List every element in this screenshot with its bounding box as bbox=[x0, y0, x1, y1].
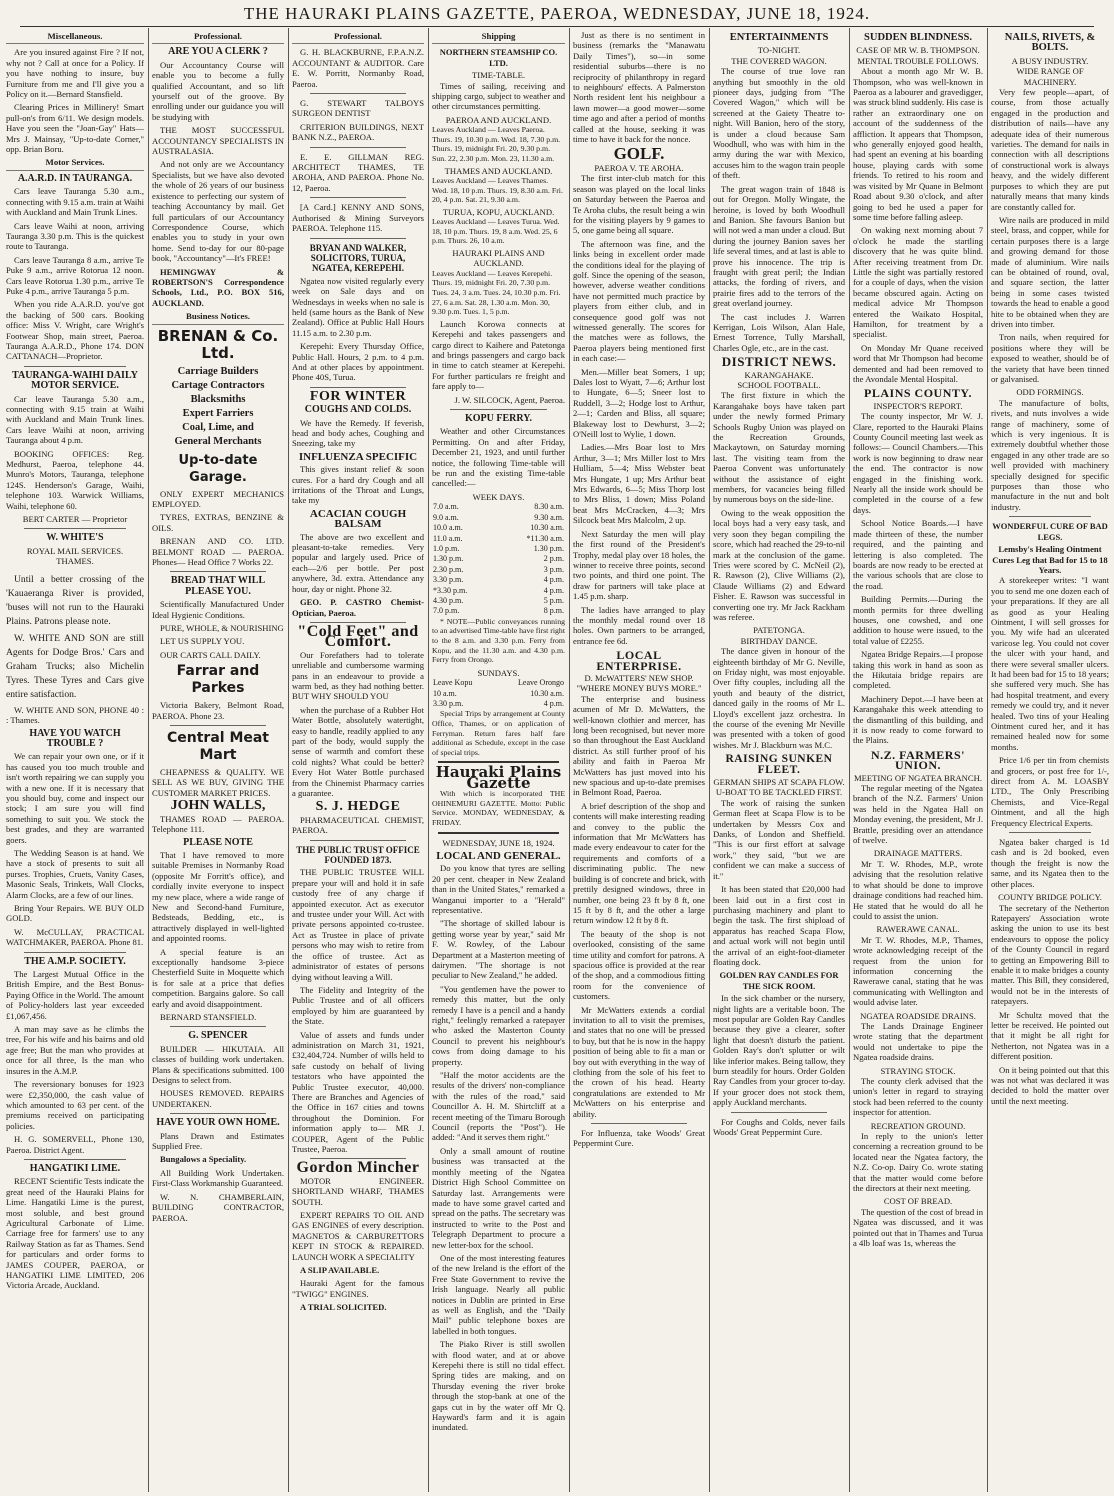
farmers-union-text: The question of the cost of bread in Ngatea was discussed, and it was pointed out that in Thames and Turua a 4lb loaf was 1s, whereas the bbox=[853, 1206, 983, 1249]
bad-legs-text: A storekeeper writes: "I want you to send me one dozen each of your preparations. If they are all as good as your Healing Ointment, I will sell grosses for you. My wife had an ulcerated varicose leg. You could not cover the ulcer with your hand, and there were several smaller ulcers. It had been bad for 15 to 18 years; she suffered very much. She has had hospital treatment, and every remedy we could try, and it never healed. Two tins of your Healing Ointment cured her, and it has remained healed now for some months. bbox=[991, 575, 1109, 752]
bread-text: Scientifically Manufactured Under Ideal Hygienic Conditions. bbox=[152, 599, 284, 620]
wagon-text: The great wagon train of 1848 is out for Oregon. Molly Wingate, the heroine, is loved by both Woodhull and Banion. She favours Banion but will not wed a man under a cloud. But during the journey Banion saves her life several times, and at last is able to prove his innocence. The trip is fraught with great peril; the Indian attacks, the fording of rivers, and prairie fires add to the terrors of the great overland journey. bbox=[713, 183, 845, 309]
golden-ray-heading: GOLDEN RAY CANDLES FOR THE SICK ROOM. bbox=[719, 970, 839, 991]
lime-heading: HANGATIKI LIME. bbox=[29, 1162, 121, 1174]
peppermint-ad: For Influenza, take Woods' Great Peppermint Cure. bbox=[573, 1128, 705, 1149]
column-7 bbox=[853, 30, 983, 1492]
winter-heading: FOR WINTER bbox=[309, 388, 407, 404]
bread-text: LET US SUPPLY YOU. bbox=[160, 636, 245, 647]
farrar-text: Victoria Bakery, Belmont Road, PAEROA. Phone 23. bbox=[152, 700, 284, 721]
table-row: Leave Kopu Leave Orongo bbox=[433, 678, 564, 688]
tauranga-waihi-text: Car leave Tauranga 5.30 a.m., connecting with 9.15 train at Waihi with Auckland and Main Trunk lines. Cars leave Waihi at noon, arriving Tauranga about 4 p.m. bbox=[6, 393, 144, 446]
millinery-ad: Clearing Prices in Millinery! Smart pull-on's from 6/11. We design models. Have you seen the "Joan-Gay" Hats—Mrs J. Mainsay, "Up-to-date Corner," opp. Brian Boru. bbox=[6, 102, 144, 155]
column-rule bbox=[428, 28, 429, 1492]
nails-subheading: WIDE RANGE OF MACHINERY. bbox=[1016, 66, 1084, 87]
clerk-text: Our Accountancy Course will enable you to become a fully qualified Accountant, and so lift yourself out of the groove. By enrolling under our guidance you will be studying with bbox=[152, 59, 284, 122]
enterprise-text: Mr McWatters extends a cordial invitation to all to visit the premises, and states that no one will be pressed to buy, but that he is now in the happy position of being able to fit a man or boy out with everything in the way of clothing from the sole of his feet to the crown of his head. Hearty congratulations are extended to Mr McWatters on his enterprise and ability. bbox=[573, 1004, 705, 1119]
column-2 bbox=[152, 30, 284, 1492]
route-heading: THAMES AND AUCKLAND. bbox=[444, 165, 553, 176]
white-text: W. WHITE AND SON are still Agents for Dodge Bros.' Cars and Graham Trucks; also Michelin Tyres. These Tyres and Cars give entire satisfaction. bbox=[6, 632, 144, 700]
table-row: 11.0 a.m. *11.30 a.m. bbox=[433, 533, 564, 543]
local-general-text: "Half the motor accidents are the results of the drivers' non-compliance with the rules of the road," said Councillor A. H. M. Shirtcliff at a recent meeting of the Timaru Borough Council (reports the "Post"). He added: "And it serves them right." bbox=[432, 1070, 565, 1143]
table-row: 10.0 a.m. 10.30 a.m. bbox=[433, 523, 564, 533]
district-news-heading: DISTRICT NEWS. bbox=[721, 354, 837, 370]
spencer-text: BUILDER — HIKUTAIA. All classes of building work undertaken. Plans & specifications submitted. 100 Designs to select from. bbox=[152, 1043, 284, 1086]
bridge-policy-text: On it being pointed out that this was not what was declared it was decided to hold the matter over until the next meeting. bbox=[991, 1064, 1109, 1106]
lime-text: RECENT Scientific Tests indicate the great need of the Hauraki Plains for Lime. Hangatiki Lime is the purest, most soluble, and best ground Agricultural Carbonate of Lime. Carriage free for farmers' use to any Railway Station as far as Thames. Send for particulars and order forms to JAMES COUPER, PAEROA, or HANGATIKI LIME LIMITED, 206 Victoria Arcade, Auckland. bbox=[6, 1176, 144, 1291]
enterprise-heading: LOCAL ENTERPRISE. bbox=[596, 648, 682, 673]
spencer-heading: G. SPENCER bbox=[188, 1030, 248, 1042]
acacian-cough-balsam: ACACIAN COUGH BALSAM bbox=[309, 507, 407, 531]
farmers-union-text: The regular meeting of the Ngatea branch of the N.Z. Farmers' Union was held in the Ngatea Hall on Monday evening, the president, Mr J. Brattle, presiding over an attendance of twelve. bbox=[853, 783, 983, 846]
route-text: Launch Korowa connects at Kerepehi and takes passengers and cargo direct to Kaihere and Patetonga and brings passengers and cargo back in time to catch steamer at Kerepehi. For further particulars re freight and fare apply to— bbox=[432, 318, 565, 392]
golf-text: Next Saturday the men will play the first round of the President's Trophy, medal play over 18 holes, the winner to receive three points, second two points, and third one point. The draw for partners will take place at 1.45 p.m. sharp. bbox=[573, 528, 705, 602]
farmers-union-topic: DRAINAGE MATTERS. bbox=[873, 848, 963, 859]
nails-text: Wire nails are produced in mild steel, brass, and copper, while for certain purposes there is a large and growing demand for those made of aluminium. Wire nails can be obtained of round, oval, and square section, the latter being in some cases twisted towards the head to enable a good hite to be obtained when they are driven into timber. bbox=[991, 214, 1109, 329]
enterprise-text: A brief description of the shop and contents will make interesting reading and convey to the public the information that Mr McWatters has made every endeavour to cater for the requirements and comforts of a discriminating public. The new building is of concrete and brick, with prettily designed windows, three in number, one being 23 ft by 8 ft, one 15 ft by 8 ft, and the other a large return window 12 ft by 8 ft. bbox=[573, 800, 705, 926]
watch-text: The Wedding Season is at hand. We have a stock of presents to suit all purses. Trophies, Cruets, Vanity Cases, Masonic Seals, Trinkets, Wall Clocks, Alarm Clocks, are a few of our lines. bbox=[6, 847, 144, 900]
brenan-heading: BRENAN & Co. Ltd. bbox=[157, 326, 279, 362]
brenan-service: Carriage Builders bbox=[177, 365, 259, 377]
route-times: Leaves Auckland — Leaves Kerepehi. Thurs. 19, midnight Fri. 20, 7.30 p.m. Tues. 24, 3 a.m. Tues. 24, 10.30 p.m. Fri. 27, 6 a.m. Sat. 28, 1.30 a.m. Mon. 30, 9.30 p.m. Tues. 1, 5 p.m. bbox=[432, 268, 561, 317]
golf-subheading: PAEROA V. TE AROHA. bbox=[594, 162, 684, 173]
garage-text: TYRES, EXTRAS, BENZINE & OILS. bbox=[152, 512, 284, 533]
brenan-service: General Merchants bbox=[174, 435, 262, 447]
ferry-note: * NOTE—Public conveyances running to an advertised Time-table have first right to the 8 a.m. and 3.30 p.m. Ferry from Kopu, and the 11.30 a.m. and 4.30 p.m. Ferry from Orongo. bbox=[432, 616, 565, 665]
kopu-ferry-text: Weather and other Circumstances Permitting. On and after Friday, December 21, 1923, and until further notice, the following Time-table will be run and the existing Time-table cancelled:— bbox=[432, 426, 565, 489]
farrar-heading: Farrar and Parkes bbox=[176, 663, 260, 697]
hedge-heading: S. J. HEDGE bbox=[315, 799, 401, 815]
table-row: *3.30 p.m. 4 p.m. bbox=[433, 585, 564, 595]
column-5 bbox=[573, 30, 705, 1492]
column-4 bbox=[432, 30, 565, 1492]
home-text: All Building Work Undertaken. First-Class Workmanship Guaranteed. bbox=[152, 1167, 284, 1189]
watch-text: We can repair your own one, or if it has caused you too much trouble and isn't worth repairing we can supply you with a new one. If it is necessary that you should buy, come and inspect our stock; I am sure you will find something to suit you. We stock the best grades, and they are warranted goers. bbox=[6, 751, 144, 845]
home-text: W. N. CHAMBERLAIN, BUILDING CONTRACTOR, PAEROA. bbox=[152, 1191, 284, 1223]
column-6 bbox=[713, 30, 845, 1492]
sunken-fleet-subheading: GERMAN SHIPS AT SCAPA FLOW. bbox=[713, 777, 845, 788]
aard-heading: A.A.R.D. IN TAURANGA. bbox=[17, 172, 133, 184]
influenza-specific: INFLUENZA SPECIFIC bbox=[298, 450, 418, 463]
cold-feet-text: Our Forefathers had to tolerate unreliable and cumbersome warming pans in an endeavour to provide a warm bed, as they had nothing better. BUT WHY SHOULD YOU bbox=[292, 649, 424, 702]
amp-text: H. G. SOMERVELL, Phone 130, Paeroa. District Agent. bbox=[6, 1134, 144, 1155]
patetonga-subheading: BIRTHDAY DANCE. bbox=[740, 635, 818, 646]
meat-mart-text: CHEAPNESS & QUALITY. WE SELL AS WE BUY, GIVING THE CUSTOMER MARKET PRICES. bbox=[152, 767, 284, 798]
aard-text: Cars leave Waihi at noon, arriving Tauranga 3.30 p.m. This is the quickest route to Tauranga. bbox=[6, 220, 144, 252]
week-days-table bbox=[432, 502, 565, 616]
home-heading: HAVE YOUR OWN HOME. bbox=[156, 1117, 280, 1129]
bread-text: PURE, WHOLE, & NOURISHING bbox=[160, 623, 284, 634]
proprietor: BERT CARTER — Proprietor bbox=[22, 514, 128, 525]
mincher-text: EXPERT REPAIRS TO OIL AND GAS ENGINES of every description. MAGNETOS & CARBURETTORS KEPT IN STOCK & REPAIRED. LAUNCH WORK A SPECIALITY bbox=[292, 1210, 424, 1262]
route-times: Leaves Auckland — Leaves Turua. Wed. 18, 10 p.m. Thurs. 19, 8 a.m. Wed. 25, 6 p.m. Thurs. 26, 10 a.m. bbox=[432, 217, 560, 246]
plains-county-text: Building Permits.—During the month permits for three dwelling houses, one cowshed, and one addition to house were issued, to the total value of £2255. bbox=[853, 594, 983, 646]
amp-text: The Largest Mutual Office in the British Empire, and the Best Bonus-Paying Office in the World. The amount of Policy-holders last year exceeded £1,067,456. bbox=[6, 969, 144, 1021]
meat-mart-heading: Central Meat Mart bbox=[166, 730, 270, 764]
farmers-union-text: Mr T. W. Rhodes, M.P., Thames, wrote acknowledging receipt of the request from the union for information concerning the Rawerawe canal, stating that he was communicating with Wellington and would advise later. bbox=[853, 934, 983, 1008]
note-text: A special feature is an exceptionally handsome 3-piece Chesterfield Suite in Moquette which is for sale at a price that defies competition. Bargains galore. So call early and avoid disappointment. bbox=[152, 946, 284, 1009]
blindness-subheading: CASE OF MR W. B. THOMPSON. bbox=[856, 45, 980, 56]
clerk-contact: HEMINGWAY & ROBERTSON'S Correspondence Schools, Ltd., P.O. BOX 516, AUCKLAND. bbox=[152, 266, 284, 308]
aard-text: Cars leave Tauranga 8 a.m., arrive Te Puke 9 a.m., arrive Rotorua 12 noon. Cars leave Rotorua 1.30 p.m., arrive Te Puke 4 p.m., arrive Tauranga 5 p.m. bbox=[6, 254, 144, 296]
clerk-heading: ARE YOU A CLERK ? bbox=[168, 46, 268, 58]
farmers-union-text: The Lands Drainage Engineer wrote stating that the department would not undertake to pipe the Ngatea roadside drains. bbox=[853, 1020, 983, 1063]
karangahake-text: Owing to the weak opposition the local boys had a very easy task, and very soon they began compiling the score, which had reached the 29-to-nil mark at the conclusion of the game. Tries were scored by C. McNeil (2), R. Rawson (2), Clive Williams (2), Claude Williams (2) and Edward Fisher. E. Rawson was successful in converting one try. Mr Jack Rackham was referee. bbox=[713, 507, 845, 622]
table-row: 2.30 p.m. 3 p.m. bbox=[433, 564, 564, 574]
brenan-service: Expert Farriers bbox=[182, 407, 254, 419]
watch-heading: HAVE YOU WATCH TROUBLE ? bbox=[29, 727, 121, 749]
farmers-union-text: Mr T. W. Rhodes, M.P., wrote advising that the resolution relative to what should be done to improve drainage conditions had reached him. He stated that he would do all he could to assist the union. bbox=[853, 858, 983, 921]
column-rule bbox=[709, 28, 710, 1492]
masthead: THE HAURAKI PLAINS GAZETTE, PAEROA, WEDNESDAY, JUNE 18, 1924. bbox=[20, 4, 1094, 27]
aard-text: Cars leave Tauranga 5.30 a.m., connecting with 9.15 a.m. train at Waihi with Auckland and Main Trunk Lines. bbox=[6, 186, 144, 218]
plains-county-text: School Notice Boards.—I have made thirteen of these, the number required, and the painting and lettering is also completed. The boards are now ready to be erected at the various schools that are close to the road. bbox=[853, 518, 983, 591]
white-subheading: THAMES. bbox=[56, 556, 94, 567]
winter-text: The above are two excellent and pleasant-to-take remedies. Very popular and largely used. Price of each—2/6 per bottle. Per post anywhere, 3d. extra. Attendance any hour, day or night. Phone 32. bbox=[292, 531, 424, 594]
kenny-card: [A Card.] KENNY AND SONS, Authorised & Mining Surveyors PAEROA. Telephone 115. bbox=[292, 202, 424, 234]
column-rule bbox=[148, 28, 149, 1492]
column-8 bbox=[991, 30, 1109, 1492]
golf-text: Men.—Miller beat Somers, 1 up; Dales lost to Wyatt, 7—6; Arthur lost to Hungate, 6—5; Sneer lost to Ruddell, 3—2; Hodge lost to Arthur, 2—1; Carden and Bliss, all square; Blakeway lost to Dewhurst, 3—2; O'Neill lost to Wylie, 1 down. bbox=[573, 366, 705, 440]
watch-text: Bring Your Repairs. WE BUY OLD GOLD. bbox=[6, 903, 144, 924]
peppermint-ad: For Coughs and Colds, never fails Woods' Great Peppermint Cure. bbox=[713, 1116, 845, 1138]
route-heading: PAEROA AND AUCKLAND. bbox=[445, 114, 552, 125]
table-row: 3.30 p.m. 4 p.m. bbox=[433, 575, 564, 585]
farmers-union-heading: N.Z. FARMERS' UNION. bbox=[871, 747, 965, 773]
golden-ray-text: In the sick chamber or the nursery, night lights are a veritable boon. The most popular are Golden Ray Candles because they give a clearer, softer light that doesn't disturb the patient. Golden Ray's don't splutter or wilt like inferior makes. Being tallow, they burn steadily for hours. Order Golden Ray Candles from your grocer to-day. If your grocer does not stock them, apply Auckland merchants. bbox=[713, 993, 845, 1108]
entertainments-heading: ENTERTAINMENTS bbox=[729, 32, 829, 43]
bryan-heading: BRYAN AND WALKER, SOLICITORS, TURUA, NGATEA, KEREPEHI. bbox=[309, 242, 407, 274]
bread-text: OUR CARTS CALL DAILY. bbox=[160, 649, 261, 660]
enterprise-text: The enterprise and business acumen of Mr D. McWatters, the well-known clothier and mercer, has long been recognised, but never more so than throughout the East Auckland district. As still further proof of his ability and faith in Paeroa Mr McWatters has just moved into his new spacious and up-to-date premises in Belmont Road, Paeroa. bbox=[573, 693, 705, 798]
brenan-services bbox=[152, 365, 284, 449]
gazette-motto: With which is incorporated THE OHINEMURI GAZETTE. Motto: Public Service. MONDAY, WEDNESDAY, & FRIDAY. bbox=[432, 789, 565, 827]
farmers-union-topic: STRAYING STOCK. bbox=[880, 1065, 956, 1076]
sunken-fleet-subheading: U-BOAT TO BE TACKLED FIRST. bbox=[715, 787, 843, 798]
mincher-text: A TRIAL SOLICITED. bbox=[300, 1302, 387, 1313]
route-heading: TURUA, KOPU, AUCKLAND. bbox=[442, 206, 555, 217]
wagon-text: The cast includes J. Warren Kerrigan, Lois Wilson, Alan Hale, Ernest Torrence, Tully Marshall, Charles Ogle, etc., are in the cast. bbox=[713, 311, 845, 353]
section-heading: Professional. bbox=[152, 31, 284, 44]
golf-text: The ladies have arranged to play the monthly medal round over 18 holes. Own partners to be arranged, entrance fee 6d. bbox=[573, 604, 705, 646]
section-heading: Professional. bbox=[292, 31, 424, 44]
column-rule bbox=[288, 28, 289, 1492]
plains-county-text: Machinery Depot.—I have been at Karangahake this week attending to the dismantling of this building, and it is now ready to come forward to the Plains. bbox=[853, 693, 983, 746]
karangahake-text: The first fixture in which the Karangahake boys have taken part under the newly formed Primary Schools Rugby Union was played on the Recreation Grounds, Mackaytown, on Saturday morning last. The visiting team from the Paeroa Convent was unfortunately without the assistance of eight members, for vacancies being filled by numerous boys on the side-line. bbox=[713, 390, 845, 505]
brenan-service: Cartage Contractors bbox=[171, 379, 265, 391]
route-heading: HAURAKI PLAINS AND AUCKLAND. bbox=[452, 248, 545, 269]
patetonga-text: The dance given in honour of the eighteenth birthday of Mr G. Neville, on Friday night, was most enjoyable. Over fifty couples, including all the youth and beauty of the district, danced gaily in the rooms of Mr L. Lloyd's excellent jazz orchestra. In the course of the evening Mr Neville was presented with a token of good wishes. Mr J. Blackburn was M.C. bbox=[713, 646, 845, 750]
farmers-union-topic: RAWERAWE CANAL. bbox=[876, 924, 960, 935]
tauranga-waihi-text: BOOKING OFFICES: Reg. Medhurst, Paeroa, telephone 44. Munro's Motors, Tauranga, telephone 124S. Henderson's Garage, Waihi, telephone 103. Warwick Williams, Waihi, telephone 60. bbox=[6, 448, 144, 511]
bread-price-text: Ngatea baker charged is 1d cash and is 2d booked, even though the freight is now the same, and its Ngatea then to the other places. bbox=[991, 837, 1109, 889]
blindness-text: On Monday Mr Quane received word that Mr Thompson had become demented and had been removed to the Avondale Mental Hospital. bbox=[853, 342, 983, 384]
nails-text: The manufacture of bolts, rivets, and nuts involves a wide range of machinery, some of which is very ingenious. It is extremely doubtful whether those engaged in any other trade are so well provided with machinery specially designed for specific purposes than those who manufacture in the nut and bolt industry. bbox=[991, 397, 1109, 512]
public-trust-text: The Fidelity and Integrity of the Public Trustee and of all officers employed by him are guaranteed by the State. bbox=[292, 984, 424, 1027]
plains-county-heading: PLAINS COUNTY. bbox=[864, 386, 972, 401]
nails-topic: ODD FORMINGS. bbox=[1016, 387, 1084, 398]
mincher-text: A SLIP AVAILABLE. bbox=[300, 1265, 380, 1276]
timetable-text: Times of sailing, receiving and shipping cargo, subject to weather and other circumstances permitting. bbox=[432, 80, 565, 112]
bridge-policy-text: The secretary of the Netherton Ratepayers' Association wrote asking the union to use its best endeavours to oppose the policy of the County Council in regard to getting an Empowering Bill to enable it to make bridges a county matter. This Bill, they considered, would not be in the interests of ratepayers. bbox=[991, 902, 1109, 1007]
winter-text: We have the Remedy. If feverish, head and body aches, Coughing and Sneezing, take my bbox=[292, 417, 424, 449]
nss-heading: NORTHERN STEAMSHIP CO. LTD. bbox=[439, 47, 558, 68]
timetable-heading: TIME-TABLE. bbox=[471, 70, 525, 81]
table-row: 7.0 a.m. 8.30 a.m. bbox=[433, 502, 564, 512]
tauranga-waihi-heading: TAURANGA-WAIHI DAILY MOTOR SERVICE. bbox=[12, 369, 138, 392]
karangahake-heading: KARANGAHAKE. bbox=[744, 369, 814, 380]
sunken-fleet-text: The work of raising the sunken German fleet at Scapa Flow is to be undertaken by Messrs Cox and Danks, of London and Sheffield. "This is our first effort at salvage work," they said, "but we are confident we can make a success of it." bbox=[713, 797, 845, 881]
clerk-text: THE MOST SUCCESSFUL ACCOUNTANCY SPECIALISTS IN AUSTRALASIA. bbox=[152, 125, 284, 157]
brenan-service: Blacksmiths bbox=[190, 393, 246, 405]
meat-mart-owner: JOHN WALLS, bbox=[170, 798, 266, 814]
mincher-heading: Gordon Mincher bbox=[296, 1159, 420, 1177]
bad-legs-heading: WONDERFUL CURE OF BAD LEGS. bbox=[992, 521, 1108, 542]
kopu-ferry-heading: KOPU FERRY. bbox=[464, 413, 533, 425]
cold-feet-heading: "Cold Feet" and Comfort. bbox=[297, 622, 419, 651]
white-contact: W. WHITE AND SON, PHONE 40 : : Thames. bbox=[6, 704, 144, 726]
blackburne-card: G. H. BLACKBURNE, F.P.A.N.Z. ACCOUNTANT & AUDITOR. Care E. W. Porritt, Normanby Road, Paeroa. bbox=[292, 47, 424, 89]
fire-insurance-ad: Are you insured against Fire ? If not, why not ? Call at once for a Policy. If you have nothing to insure, buy Furniture from me and I'll give you a Policy on it.—Bernard Stansfield. bbox=[6, 47, 144, 100]
winter-subheading: COUGHS AND COLDS. bbox=[304, 404, 412, 416]
plains-county-subheading: INSPECTOR'S REPORT. bbox=[873, 400, 963, 411]
enterprise-subheading: D. McWATTERS' NEW SHOP. bbox=[584, 672, 694, 683]
bridge-policy-text: Mr Schultz moved that the letter be received. He pointed out that it might be all right for Netherton, not Ngatea was in a different position. bbox=[991, 1009, 1109, 1062]
table-row: 1.30 p.m. 2 p.m. bbox=[433, 554, 564, 564]
garage-heading: Up-to-date Garage. bbox=[178, 452, 258, 485]
nails-text: Tron nails, when required for positions where they will be exposed to weather, should be of the variety that have been tinned or galvanised. bbox=[991, 332, 1109, 384]
spencer-text: HOUSES REMOVED. REPAIRS UNDERTAKEN. bbox=[152, 1088, 284, 1109]
local-general-text: "The shortage of skilled labour is getting worse year by year," said Mr F. W. Rowley, of the Labour Department at a Masterton meeting of dairymen. "The shortage is not peculiar to New Zealand," he added. bbox=[432, 918, 565, 981]
golf-text: Ladies.—Mrs Boar lost to Mrs Arthur, 3—1; Mrs Miller lost to Mrs Hulliam, 5—4; Miss Webster beat Mrs Hungate, 1 up; Mrs Arthur beat Mrs Edwards, 6—5; Miss Thorp lost to Mrs Bliss, 1 down; Miss Poland beat Mrs McCracken, 4—3; Mrs Silcock beat Mrs Malcolm, 2 up. bbox=[573, 442, 705, 526]
table-row: 9.0 a.m. 9.30 a.m. bbox=[433, 512, 564, 522]
farmers-union-topic: RECREATION GROUND. bbox=[870, 1120, 966, 1131]
farmers-union-topic: NGATEA ROADSIDE DRAINS. bbox=[860, 1010, 976, 1021]
white-subheading: ROYAL MAIL SERVICES. bbox=[26, 545, 124, 556]
agent: J. W. SILCOCK, Agent, Paeroa. bbox=[454, 394, 565, 405]
sunken-fleet-heading: RAISING SUNKEN FLEET. bbox=[725, 753, 833, 776]
table-row: 10 a.m. 10.30 a.m. bbox=[433, 688, 564, 698]
mincher-text: MOTOR ENGINEER. SHORTLAND WHARF, THAMES SOUTH. bbox=[292, 1175, 424, 1207]
blindness-heading: SUDDEN BLINDNESS. bbox=[864, 32, 972, 43]
blindness-text: About a month ago Mr W. B. Thompson, who was well-known in Paeroa as a labourer and gravedigger, was struck blind suddenly. His case is rather an extraordinary one on account of the suddenness of the affliction. It appears that Thompson, who generally enjoyed good health, had spent an evening at his boarding house, playing cards with some friends. To retired to his room and was visited by Mr Quane in Belmont Road about 9.30 o'clock, and after going to bed he used a paper for some time before falling asleep. bbox=[853, 66, 983, 222]
local-general-text: The Piako River is still swollen with flood water, and at or above Kerepehi there is still no tidal effect. Spring tides are making, and on Thursday evening the river broke through the stop-bank at one of the gaps cut in by the water off Mr Q. Hayward's farm and it is again inundated. bbox=[432, 1339, 565, 1433]
bridge-policy-heading: COUNTY BRIDGE POLICY. bbox=[998, 892, 1102, 903]
local-general-heading: LOCAL AND GENERAL. bbox=[436, 849, 561, 862]
note-heading: PLEASE NOTE bbox=[183, 836, 253, 848]
local-general-text: Do you know that tyres are selling 20 per cent. cheaper in New Zealand than in the United States," remarked a Wanganui importer to a "Herald" representative. bbox=[432, 863, 565, 915]
ferry-special: Special Trips by arrangement at County Office, Thames, or on application of Ferryman. Return fares half fare additional as Schedule, except in the case of special trips. bbox=[432, 709, 565, 757]
route-times: Leaves Auckland — Leaves Paeroa. Thurs. 19, 10.30 p.m. Wed. 18, 7.30 p.m. Thurs. 19, midnight Fri. 20, 9.30 p.m. Sun. 22, 2.30 p.m. Mon. 23, 11.30 a.m. bbox=[432, 125, 561, 164]
local-general-text: "You gentlemen have the power to remedy this matter, but the only remedy I have is a pencil and a handy right," feelingly remarked a ratepayer who asked the Masterton County Council to prevent his neighbour's cows from doing damage to his property. bbox=[432, 983, 565, 1067]
gillman-card: E. E. GILLMAN REG. ARCHITECT THAMES, TE AROHA, AND PAEROA. Phone No. 12, Paeroa. bbox=[292, 151, 424, 193]
white-text: Until a better crossing of the 'Kauaeranga River is provided, 'buses will not run to the Hauraki Plains. Patrons please note. bbox=[6, 573, 144, 627]
golf-text: The first inter-club match for this season was played on the local links on Saturday between the Paeroa and Te Aroha clubs, the result being a win for the visiting players by 9 games to 5, one game being all square. bbox=[573, 173, 705, 236]
local-general-text: Just as there is no sentiment in business (remarks the "Manawatu Daily Times"), so—in some residential suburbs—there is no reciprocity of philanthropy in regard to neighbours' effects. A Palmerston North resident lent his neighbour a lawn mower—a good mower—some time ago and after a period of months called at the house, seeking it was time to have it back for the nonce. bbox=[573, 30, 705, 145]
karangahake-subheading: SCHOOL FOOTBALL. bbox=[737, 380, 821, 390]
sundays-table bbox=[432, 678, 565, 709]
nails-heading: NAILS, RIVETS, & BOLTS. bbox=[1004, 32, 1096, 54]
section-heading: Shipping bbox=[432, 31, 565, 44]
amp-text: A man may save as he climbs the tree, For his wife and his bairns and old age free; But the man who provides at once for all three, Is the man who insures in the A.M.P. bbox=[6, 1024, 144, 1076]
week-days-heading: WEEK DAYS. bbox=[472, 491, 525, 502]
brenan-service: Coal, Lime, and bbox=[182, 421, 254, 433]
aard-text: When you ride A.A.R.D. you've got the backing of 500 cars. Booking office: Miss V. Wright, care Wright's Footwear Shop, main street, Paeroa. Tauranga A.A.R.D., Phone 174. DON CATTANACH—Proprietor. bbox=[6, 299, 144, 362]
note-text: That I have removed to more suitable Premises in Normanby Road (opposite Mr Forritt's office), and cordially invite everyone to inspect my new place, where a wide range of New and Second-hand Furniture, Bedsteads, Bedding, etc., is attractively displayed in well-lighted and appointed rooms. bbox=[152, 849, 284, 944]
blindness-subheading: MENTAL TROUBLE FOLLOWS. bbox=[857, 55, 979, 66]
bad-legs-subheading: Lemsby's Healing Ointment Cures Leg that Bad for 15 to 18 Years. bbox=[992, 544, 1108, 575]
note-text: BERNARD STANSFIELD. bbox=[160, 1012, 257, 1022]
table-row: 4.30 p.m. 5 p.m. bbox=[433, 595, 564, 605]
home-text: Bungalows a Speciality. bbox=[160, 1154, 247, 1165]
winter-text: This gives instant relief & soon cures. For a hard dry Cough and all irritations of the Throat and Lungs, take my bbox=[292, 464, 424, 506]
blindness-text: On waking next morning about 7 o'clock he made the startling discovery that he was quite blind. After receiving treatment from Dr. Little the sight was partially restored for a couple of days, when the vision became obscured again. Acting on medical advice Mr Thompson entered the Waikato Hospital, Hamilton, for treatment by a specialist. bbox=[853, 225, 983, 340]
gazette-title: Hauraki Plains Gazette bbox=[435, 763, 562, 792]
column-rule bbox=[987, 28, 988, 1492]
garage-text: ONLY EXPERT MECHANICS EMPLOYED. bbox=[152, 488, 284, 509]
section-heading: Miscellaneous. bbox=[6, 31, 144, 44]
amp-text: The reversionary bonuses for 1923 were £2,350,000, the cash value of which amounted to 63 per cent. of the premiums received on participating policies. bbox=[6, 1079, 144, 1131]
enterprise-text: The beauty of the shop is not overlooked, consisting of the same time utility and comfort for patrons. A spacious office is provided at the rear of the shop, and a commodious fitting room for the convenience of customers. bbox=[573, 928, 705, 1002]
public-trust-heading: THE PUBLIC TRUST OFFICE FOUNDED 1873. bbox=[296, 844, 420, 866]
talboys-card: CRITERION BUILDINGS, NEXT BANK N.Z., PAEROA. bbox=[292, 121, 424, 143]
patetonga-heading: PATETONGA. bbox=[753, 625, 805, 636]
farmers-union-text: The county clerk advised that the union's letter in regard to straying stock had been referred to the county inspector for attention. bbox=[853, 1076, 983, 1118]
cold-feet-text: when the purchase of a Rubber Hot Water Bottle, absolutely watertight, easy to handle, readily applied to any part of the body, would supply the sense of warmth and comfort these cold nights? What could be better? Every Hot Water Bottle purchased from the Chinemist Pharmacy carries a guarantee. bbox=[292, 704, 424, 798]
mincher-text: Hauraki Agent for the famous "TWIGG" ENGINES. bbox=[292, 1278, 424, 1299]
clerk-text: And not only are we Accountancy Specialists, but we have also devoted the whole of 26 years of our business existence to perfecting our system of teaching Accountancy by mail. Get full particulars of our Accountancy Correspondence Course, which enables you to study in your own home. Send to-day for our 80-page book, "Accountancy"—It's FREE! bbox=[152, 159, 284, 264]
castro-contact: GEO. P. CASTRO Chemist-Optician, Paeroa. bbox=[292, 597, 424, 618]
public-trust-text: Value of assets and funds under administration on March 31, 1921, £32,404,724. Number of wills held to safe custody on behalf of living testators who have appointed the Public Trustee executor, 40,000. There are Branches and Agencies of the Office in 167 cities and towns throughout the Dominion. For information apply to— MR J. COUPER, Agent of the Public Trustee, Paeroa. bbox=[292, 1029, 424, 1154]
nails-subheading: A BUSY INDUSTRY. bbox=[1011, 55, 1089, 66]
table-row: 3.30 p.m. 4 p.m. bbox=[433, 698, 564, 708]
bryan-text: Kerepehi: Every Thursday Office, Public Hall. Hours, 2 p.m. to 4 p.m. And at other places by appointment. Phone 40S, Turua. bbox=[292, 341, 424, 383]
section-heading: Business Notices. bbox=[152, 311, 284, 324]
amp-heading: THE A.M.P. SOCIETY. bbox=[24, 955, 126, 967]
bryan-text: Ngatea now visited regularly every week on Sale days and on Wednesdays in weeks when no sale is held (same hours as the Bank of New Zealand). Office at Public Hall Hours 11.15 a.m. to 2.30 p.m. bbox=[292, 275, 424, 338]
bread-heading: BREAD THAT WILL PLEASE YOU. bbox=[170, 575, 266, 597]
golf-text: The afternoon was fine, and the links being in excellent order made the conditions ideal for the playing of golf. Since the opening of the season, however, adverse weather conditions have not permitted much practice by players from either club, and in consequence good golf was not witnessed generally. The scores for the matches were as follows, the Paeroa players being mentioned first in each case:— bbox=[573, 238, 705, 364]
hedge-text: PHARMACEUTICAL CHEMIST, PAEROA. bbox=[292, 814, 424, 836]
enterprise-quote: "WHERE MONEY BUYS MORE." bbox=[576, 683, 702, 694]
wagon-heading: THE COVERED WAGON. bbox=[731, 55, 827, 66]
garage-text: BRENAN AND CO. LTD. BELMONT ROAD — PAEROA. Phones— Head Office 7 Works 22. bbox=[152, 536, 284, 567]
sunken-fleet-text: It has been stated that £20,000 had been laid out in a first cost in purchasing machinery and plant to begin the task. The first shipload of apparatus has reached Scapa Flow, and actual work will not begin until the arrival of an eight-foot-diameter floating dock. bbox=[713, 884, 845, 967]
talboys-card: G. STEWART TALBOYS SURGEON DENTIST bbox=[292, 98, 424, 119]
column-rule bbox=[849, 28, 850, 1492]
entertainments-subheading: TO-NIGHT. bbox=[757, 45, 801, 56]
section-heading: Motor Services. bbox=[6, 157, 144, 170]
gazette-date: WEDNESDAY, JUNE 18, 1924. bbox=[442, 837, 555, 848]
column-1 bbox=[6, 30, 144, 1492]
meat-mart-text: THAMES ROAD — PAEROA. Telephone 111. bbox=[152, 813, 284, 835]
public-trust-text: THE PUBLIC TRUSTEE WILL prepare your will and hold it in safe custody free of any charge if appointed executor. Act as executor and trustee under your Will. Act with private persons appointed co-trustee. Act as Trustee in place of private persons who may wish to retire from the office of trustee. Act as administrator of estates of persons dying without leaving a Will. bbox=[292, 867, 424, 982]
wagon-text: The course of true love ran anything but smoothly in the old pioneer days, judging from "The Covered Wagon," which will be screened at the Gaiety Theatre to-night. Will Banion, hero of the story, is under a cloud because Sam Woodhull, who was with him in the army during the war with Mexico, accuses him to the wagon train people of theft. bbox=[713, 66, 845, 181]
white-heading: W. WHITE'S bbox=[46, 532, 104, 544]
farmers-union-text: In reply to the union's letter concerning a recreation ground to be located near the Ngatea factory, the N.Z. Co-op. Dairy Co. wrote stating that the matter would come before the directors at their next meeting. bbox=[853, 1131, 983, 1194]
column-rule bbox=[569, 28, 570, 1492]
watch-text: W. McCULLAY, PRACTICAL WATCHMAKER, PAEROA. Phone 81. bbox=[6, 926, 144, 948]
route-times: Leaves Auckland — Leaves Thames. Wed. 18, 10 p.m. Thurs. 19, 8.30 a.m. Fri. 20, 4 p.m. Sat. 21, 9.30 a.m. bbox=[432, 176, 563, 205]
sundays-heading: SUNDAYS. bbox=[477, 667, 520, 678]
bad-legs-text: Price 1/6 per tin from chemists and grocers, or post free for 1/-, direct from A. M. LOASBY LTD., The Only Prescribing Chemists, and Vice-Regal Ointment, and all the high Frequency Electrical Experts. bbox=[991, 755, 1109, 828]
farmers-union-topic: COST OF BREAD. bbox=[883, 1196, 953, 1207]
home-text: Plans Drawn and Estimates Supplied Free. bbox=[152, 1130, 284, 1152]
plains-county-text: Ngatea Bridge Repairs.—I propose taking this work in hand as soon as the Hikutaia bridge repairs are completed. bbox=[853, 649, 983, 691]
plains-county-text: The county inspector, Mr W. J. Clare, reported to the Hauraki Plains County Council meeting last week as follows:— Council Chambers.—This work is now beginning to draw near the end. The contractor is now engaged in the finishing work. Nearly all the inside work should be completed in the course of a few days. bbox=[853, 411, 983, 515]
local-general-text: Only a small amount of routine business was transacted at the monthly meeting of the Ngatea District High School Committee on Saturday last. Arrangements were made to have some gravel carted and spread on the paths. The secretary was instructed to write to the Post and Telegraph Department to procure a new letter-box for the school. bbox=[432, 1145, 565, 1250]
column-3 bbox=[292, 30, 424, 1492]
nails-text: Very few people—apart, of course, from those actually engaged in the production and distribution of nails—have any adequate idea of their numerous varieties. The demand for nails in connection with all descriptions of constructional work is always heavy, and the widely different purposes to which they are put naturally means that many kinds are constantly called for. bbox=[991, 87, 1109, 212]
farmers-union-subheading: MEETING OF NGATEA BRANCH. bbox=[854, 772, 982, 783]
local-general-text: One of the most interesting features of the new Ireland is the effort of the Free State Government to revive the Irish language. Nearly all public notices in Dublin are printed in Erse as well as English, and the "Daily Mail" public telephone boxes are labelled in both tongues. bbox=[432, 1252, 565, 1336]
golf-heading: GOLF. bbox=[613, 144, 665, 164]
table-row: 1.0 p.m. 1.30 p.m. bbox=[433, 543, 564, 553]
table-row: 7.0 p.m. 8 p.m. bbox=[433, 606, 564, 616]
